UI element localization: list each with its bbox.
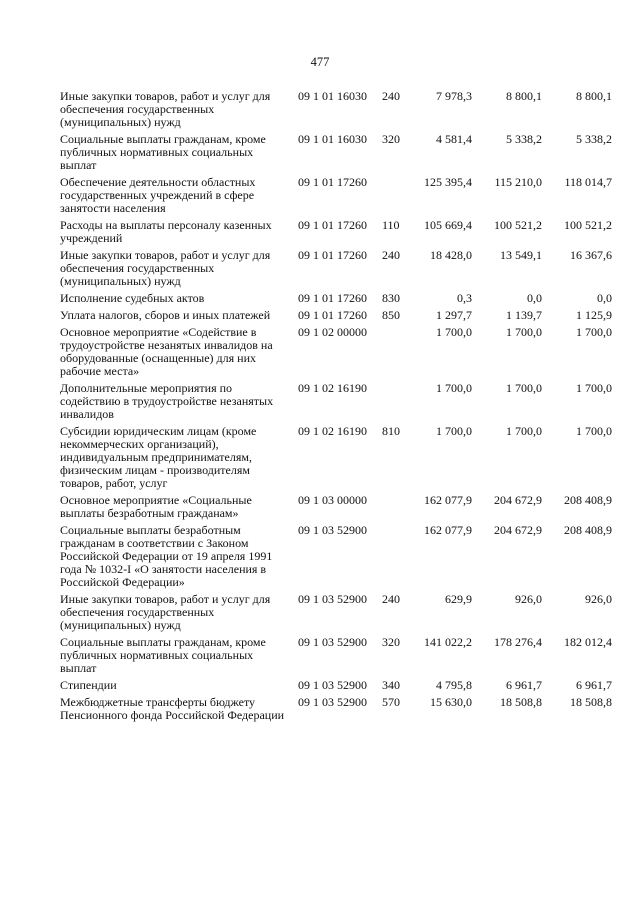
row-amount-2: 204 672,9 xyxy=(494,493,542,507)
row-amount-3: 18 508,8 xyxy=(570,695,612,709)
row-name: Субсидии юридическим лицам (кроме некоммерческих организаций), индивидуальным предпринимателям, физическим лицам - производителям товаров, работ, услуг xyxy=(60,424,257,490)
row-amount-2: 5 338,2 xyxy=(506,132,542,146)
page-number: 477 xyxy=(310,55,330,69)
row-code: 09 1 02 16190 xyxy=(298,381,367,395)
row-amount-1: 4 581,4 xyxy=(436,132,472,146)
row-amount-1: 141 022,2 xyxy=(424,635,472,649)
row-code: 09 1 03 52900 xyxy=(298,635,367,649)
row-name: Социальные выплаты гражданам, кроме публичных нормативных социальных выплат xyxy=(60,132,266,172)
row-name: Основное мероприятие «Содействие в трудоустройстве незанятых инвалидов на оборудованные (оснащенные) для них рабочие места» xyxy=(60,325,273,378)
row-name: Иные закупки товаров, работ и услуг для обеспечения государственных (муниципальных) нужд xyxy=(60,89,271,129)
table-row xyxy=(60,696,620,722)
table-row xyxy=(60,494,620,520)
row-amount-3: 1 125,9 xyxy=(576,308,612,322)
row-name: Иные закупки товаров, работ и услуг для обеспечения государственных (муниципальных) нужд xyxy=(60,592,271,632)
row-name: Дополнительные мероприятия по содействию в трудоустройстве незанятых инвалидов xyxy=(60,381,274,421)
row-amount-2: 1 700,0 xyxy=(506,381,542,395)
row-amount-3: 16 367,6 xyxy=(570,248,612,262)
row-code: 09 1 01 17260 xyxy=(298,308,367,322)
row-amount-1: 629,9 xyxy=(445,592,472,606)
row-expense-type: 240 xyxy=(382,89,400,103)
row-name: Обеспечение деятельности областных государственных учреждений в сфере занятости населения xyxy=(60,175,256,215)
table-row xyxy=(60,326,620,378)
row-amount-3: 1 700,0 xyxy=(576,424,612,438)
row-name: Уплата налогов, сборов и иных платежей xyxy=(60,308,271,322)
budget-table xyxy=(60,90,620,726)
row-amount-3: 1 700,0 xyxy=(576,381,612,395)
row-amount-2: 1 139,7 xyxy=(506,308,542,322)
row-amount-1: 1 700,0 xyxy=(436,424,472,438)
row-expense-type: 320 xyxy=(382,635,400,649)
table-row xyxy=(60,133,620,172)
row-amount-1: 4 795,8 xyxy=(436,678,472,692)
row-amount-1: 125 395,4 xyxy=(424,175,472,189)
row-code: 09 1 01 17260 xyxy=(298,218,367,232)
row-amount-2: 204 672,9 xyxy=(494,523,542,537)
row-amount-1: 1 700,0 xyxy=(436,325,472,339)
row-amount-1: 162 077,9 xyxy=(424,493,472,507)
row-name: Иные закупки товаров, работ и услуг для обеспечения государственных (муниципальных) нужд xyxy=(60,248,271,288)
row-expense-type: 830 xyxy=(382,291,400,305)
row-amount-2: 178 276,4 xyxy=(494,635,542,649)
table-row xyxy=(60,90,620,129)
row-code: 09 1 01 16030 xyxy=(298,89,367,103)
row-amount-3: 208 408,9 xyxy=(564,523,612,537)
row-amount-2: 18 508,8 xyxy=(500,695,542,709)
row-code: 09 1 03 52900 xyxy=(298,695,367,709)
row-expense-type: 340 xyxy=(382,678,400,692)
row-code: 09 1 03 00000 xyxy=(298,493,367,507)
row-amount-3: 926,0 xyxy=(585,592,612,606)
row-amount-2: 6 961,7 xyxy=(506,678,542,692)
row-code: 09 1 03 52900 xyxy=(298,592,367,606)
table-row xyxy=(60,524,620,589)
row-expense-type: 810 xyxy=(382,424,400,438)
row-name: Основное мероприятие «Социальные выплаты безработным гражданам» xyxy=(60,493,252,520)
row-amount-1: 162 077,9 xyxy=(424,523,472,537)
row-amount-3: 182 012,4 xyxy=(564,635,612,649)
row-name: Социальные выплаты гражданам, кроме публичных нормативных социальных выплат xyxy=(60,635,266,675)
table-row xyxy=(60,219,620,245)
row-code: 09 1 01 17260 xyxy=(298,175,367,189)
row-amount-2: 0,0 xyxy=(527,291,542,305)
row-amount-3: 118 014,7 xyxy=(564,175,612,189)
row-name: Исполнение судебных актов xyxy=(60,291,205,305)
table-row xyxy=(60,176,620,215)
row-amount-2: 926,0 xyxy=(515,592,542,606)
row-code: 09 1 03 52900 xyxy=(298,523,367,537)
row-code: 09 1 03 52900 xyxy=(298,678,367,692)
row-amount-1: 105 669,4 xyxy=(424,218,472,232)
table-row xyxy=(60,636,620,675)
row-expense-type: 240 xyxy=(382,248,400,262)
table-row xyxy=(60,679,620,692)
row-name: Межбюджетные трансферты бюджету Пенсионного фонда Российской Федерации xyxy=(60,695,285,722)
row-amount-2: 115 210,0 xyxy=(494,175,542,189)
row-name: Стипендии xyxy=(60,678,117,692)
row-code: 09 1 01 17260 xyxy=(298,248,367,262)
row-amount-2: 13 549,1 xyxy=(500,248,542,262)
table-row xyxy=(60,309,620,322)
row-code: 09 1 01 16030 xyxy=(298,132,367,146)
table-row xyxy=(60,249,620,288)
row-code: 09 1 02 16190 xyxy=(298,424,367,438)
row-amount-2: 1 700,0 xyxy=(506,424,542,438)
row-amount-2: 8 800,1 xyxy=(506,89,542,103)
row-expense-type: 240 xyxy=(382,592,400,606)
row-amount-3: 0,0 xyxy=(597,291,612,305)
table-row xyxy=(60,425,620,490)
row-amount-1: 1 700,0 xyxy=(436,381,472,395)
row-expense-type: 320 xyxy=(382,132,400,146)
row-amount-3: 208 408,9 xyxy=(564,493,612,507)
row-amount-1: 0,3 xyxy=(457,291,472,305)
row-code: 09 1 02 00000 xyxy=(298,325,367,339)
row-amount-3: 100 521,2 xyxy=(564,218,612,232)
row-amount-1: 1 297,7 xyxy=(436,308,472,322)
table-row xyxy=(60,382,620,421)
row-expense-type: 850 xyxy=(382,308,400,322)
table-row xyxy=(60,593,620,632)
table-row xyxy=(60,292,620,305)
row-amount-3: 5 338,2 xyxy=(576,132,612,146)
row-amount-3: 8 800,1 xyxy=(576,89,612,103)
row-amount-1: 15 630,0 xyxy=(430,695,472,709)
row-expense-type: 570 xyxy=(382,695,400,709)
row-amount-2: 100 521,2 xyxy=(494,218,542,232)
row-amount-3: 6 961,7 xyxy=(576,678,612,692)
row-name: Социальные выплаты безработным гражданам в соответствии с Законом Российской Федерации от 19 апреля 1991 года № 1032-I «О занятости населения в Российской Федерации» xyxy=(60,523,273,589)
row-amount-1: 7 978,3 xyxy=(436,89,472,103)
row-expense-type: 110 xyxy=(382,218,400,232)
row-amount-1: 18 428,0 xyxy=(430,248,472,262)
row-name: Расходы на выплаты персоналу казенных учреждений xyxy=(60,218,272,245)
row-code: 09 1 01 17260 xyxy=(298,291,367,305)
row-amount-3: 1 700,0 xyxy=(576,325,612,339)
row-amount-2: 1 700,0 xyxy=(506,325,542,339)
